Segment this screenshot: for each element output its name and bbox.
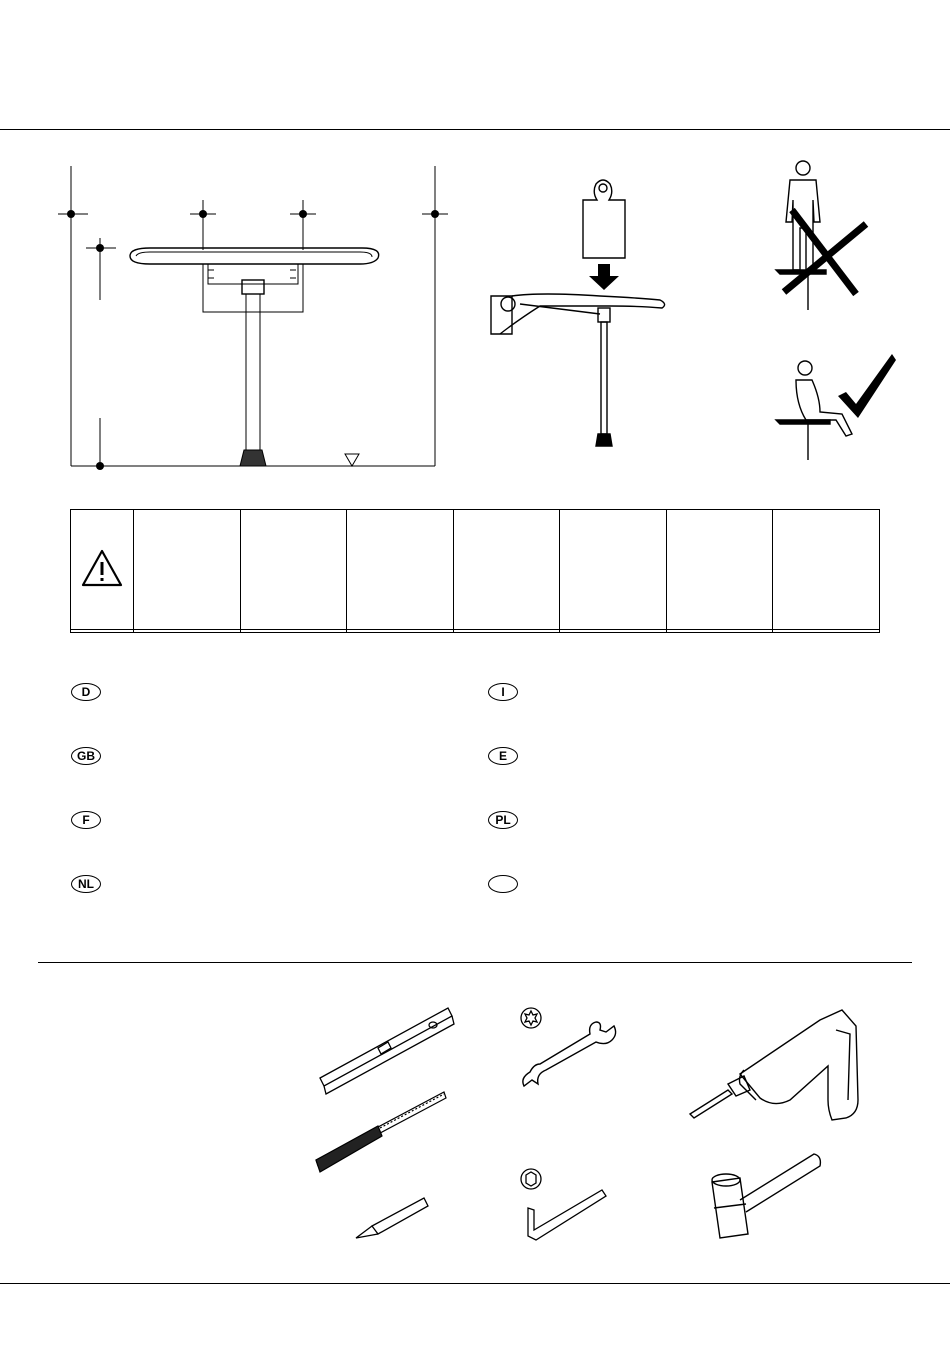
load-table-cell: [773, 510, 880, 630]
language-item-pl: [488, 811, 530, 829]
load-table-cell: [560, 510, 667, 630]
standing-person-icon: [776, 161, 826, 310]
load-table-cell: [666, 510, 773, 630]
language-code-badge: E: [488, 747, 518, 765]
spirit-level-icon: [320, 1008, 454, 1094]
allen-key-icon: [528, 1190, 606, 1240]
cross-mark-icon: [784, 210, 866, 294]
language-code-badge: NL: [71, 875, 101, 893]
warning-triangle-icon: [80, 548, 124, 588]
load-table-cell: [453, 510, 560, 630]
language-code-badge: PL: [488, 811, 518, 829]
torx-icon: [521, 1008, 541, 1028]
language-code-badge: D: [71, 683, 101, 701]
mallet-icon: [712, 1154, 820, 1238]
saw-icon: [316, 1092, 446, 1172]
load-table-cell: [240, 510, 347, 630]
language-code-badge: [488, 875, 518, 893]
load-table-cell: [560, 630, 667, 633]
language-item-i: [488, 683, 530, 701]
seated-person-icon: [776, 361, 852, 460]
check-mark-icon: [838, 354, 896, 418]
language-item-e: [488, 747, 530, 765]
load-table-cell: [347, 630, 454, 633]
language-item-f: [71, 811, 113, 829]
hex-icon: [521, 1169, 541, 1189]
language-item-d: [71, 683, 113, 701]
tools-illustration: [0, 990, 950, 1290]
load-table-cell: [240, 630, 347, 633]
load-table-cell: [347, 510, 454, 630]
language-code-badge: GB: [71, 747, 101, 765]
tools-divider: [38, 962, 912, 963]
language-code-badge: F: [71, 811, 101, 829]
pencil-icon: [356, 1198, 428, 1238]
load-table-cell: [773, 630, 880, 633]
warning-cell: [71, 510, 134, 630]
wrench-icon: [523, 1022, 616, 1086]
load-table-value-row: [71, 630, 880, 633]
language-code-badge: I: [488, 683, 518, 701]
load-table: [70, 509, 880, 633]
drill-icon: [690, 1010, 858, 1120]
load-table-cell: [71, 630, 134, 633]
language-item-nl: [71, 875, 113, 893]
language-item-blank: [488, 875, 530, 893]
load-table-cell: [666, 630, 773, 633]
language-item-gb: [71, 747, 113, 765]
load-table-cell: [134, 510, 241, 630]
load-table-cell: [134, 630, 241, 633]
load-table-header-row: [71, 510, 880, 630]
usage-illustration: [0, 0, 950, 500]
load-table-cell: [453, 630, 560, 633]
